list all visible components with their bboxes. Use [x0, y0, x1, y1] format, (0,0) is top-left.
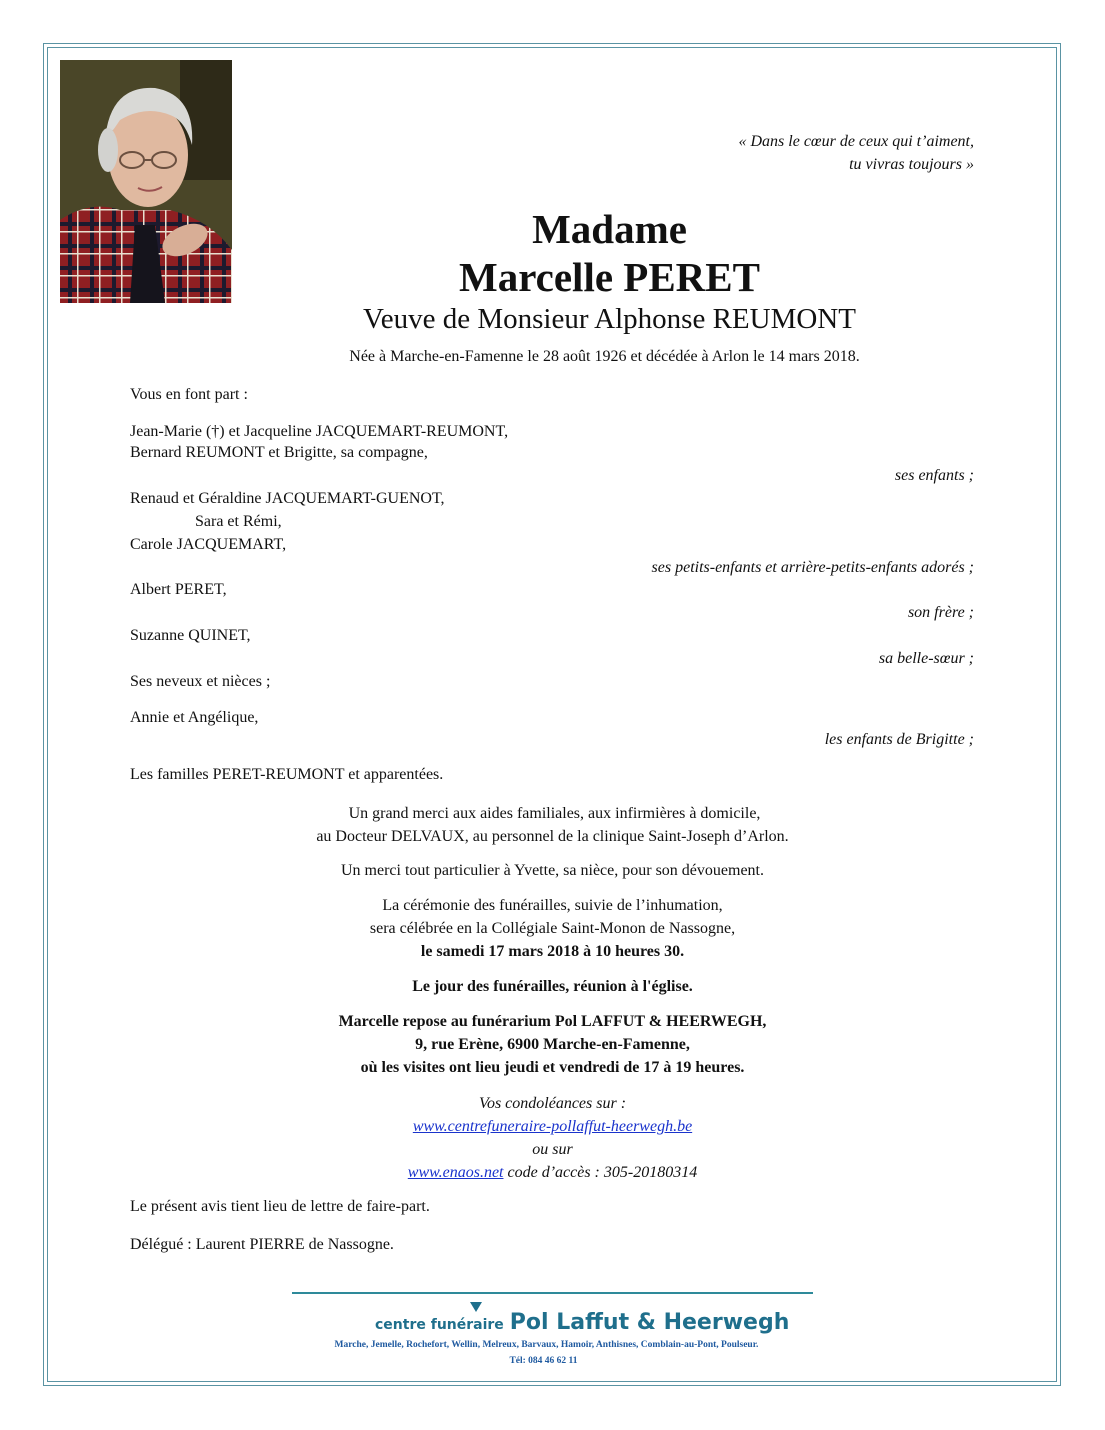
children-line-2: Bernard REUMONT et Brigitte, sa compagne,: [130, 444, 428, 461]
grandchildren-relation: ses petits-enfants et arrière-petits-enfants adorés ;: [651, 559, 974, 576]
visitation-line-1: Marcelle repose au funérarium Pol LAFFUT & HEERWEGH,: [338, 1013, 767, 1030]
visitation-line-2: 9, rue Erène, 6900 Marche-en-Famenne,: [415, 1036, 690, 1053]
condolences-or: ou sur: [532, 1141, 573, 1158]
nephews-line: Ses neveux et nièces ;: [130, 673, 271, 690]
children-line-1: Jean-Marie (†) et Jacqueline JACQUEMART-REUMONT,: [130, 423, 509, 440]
children-relation: ses enfants ;: [894, 467, 974, 484]
footer-rule: [292, 1292, 813, 1294]
notice-line: Le présent avis tient lieu de lettre de faire-part.: [130, 1198, 430, 1215]
widow-of-line: Veuve de Monsieur Alphonse REUMONT: [363, 303, 856, 335]
epigraph-line-1: « Dans le cœur de ceux qui t’aiment,: [738, 133, 974, 150]
brother-line: Albert PERET,: [130, 581, 227, 598]
grandchildren-line-2: Sara et Rémi,: [195, 513, 282, 530]
thanks-line-2: au Docteur DELVAUX, au personnel de la clinique Saint-Joseph d’Arlon.: [316, 828, 789, 845]
church-meeting-line: Le jour des funérailles, réunion à l'église.: [412, 978, 693, 995]
birth-death-line: Née à Marche-en-Famenne le 28 août 1926 et décédée à Arlon le 14 mars 2018.: [349, 348, 860, 365]
ceremony-line-2: sera célébrée en la Collégiale Saint-Monon de Nassogne,: [369, 920, 736, 937]
footer-locations: Marche, Jemelle, Rochefort, Wellin, Melreux, Barvaux, Hamoir, Anthisnes, Comblain-au-Pont, Poulseur.: [334, 1340, 759, 1350]
access-code: code d’accès : 305-20180314: [503, 1164, 698, 1181]
grandchildren-line-3: Carole JACQUEMART,: [130, 536, 287, 553]
brigitte-children-relation: les enfants de Brigitte ;: [824, 731, 974, 748]
salutation-title: Madame: [532, 206, 687, 252]
footer-logo: [375, 1310, 789, 1335]
ceremony-datetime: le samedi 17 mars 2018 à 10 heures 30.: [420, 943, 685, 960]
visitation-line-3: où les visites ont lieu jeudi et vendredi de 17 à 19 heures.: [360, 1059, 745, 1076]
footer-brand-big: Pol Laffut & Heerwegh: [509, 1310, 790, 1335]
brother-relation: son frère ;: [907, 604, 974, 621]
delegate-line: Délégué : Laurent PIERRE de Nassogne.: [130, 1236, 394, 1253]
thanks-line-1: Un grand merci aux aides familiales, aux infirmières à domicile,: [348, 805, 761, 822]
footer-brand-small: centre funéraire: [375, 1317, 504, 1333]
epigraph-line-2: tu vivras toujours »: [849, 156, 974, 173]
families-line: Les familles PERET-REUMONT et apparentées.: [130, 766, 444, 783]
condolences-link-enaos[interactable]: www.enaos.net: [407, 1164, 504, 1181]
deceased-name: Marcelle PERET: [459, 254, 760, 300]
brigitte-children-line: Annie et Angélique,: [130, 709, 259, 726]
thanks-line-3: Un merci tout particulier à Yvette, sa nièce, pour son dévouement.: [341, 862, 764, 879]
sister-in-law-line: Suzanne QUINET,: [130, 627, 251, 644]
announcement-intro: Vous en font part :: [130, 386, 248, 403]
grandchildren-line-1: Renaud et Géraldine JACQUEMART-GUENOT,: [130, 490, 445, 507]
ceremony-line-1: La cérémonie des funérailles, suivie de l’inhumation,: [382, 897, 723, 914]
sister-in-law-relation: sa belle-sœur ;: [878, 650, 974, 667]
condolences-link-funeral-home[interactable]: www.centrefuneraire-pollaffut-heerwegh.be: [412, 1118, 693, 1135]
condolences-intro: Vos condoléances sur :: [478, 1095, 627, 1112]
footer-telephone: Tél: 084 46 62 11: [509, 1356, 578, 1366]
